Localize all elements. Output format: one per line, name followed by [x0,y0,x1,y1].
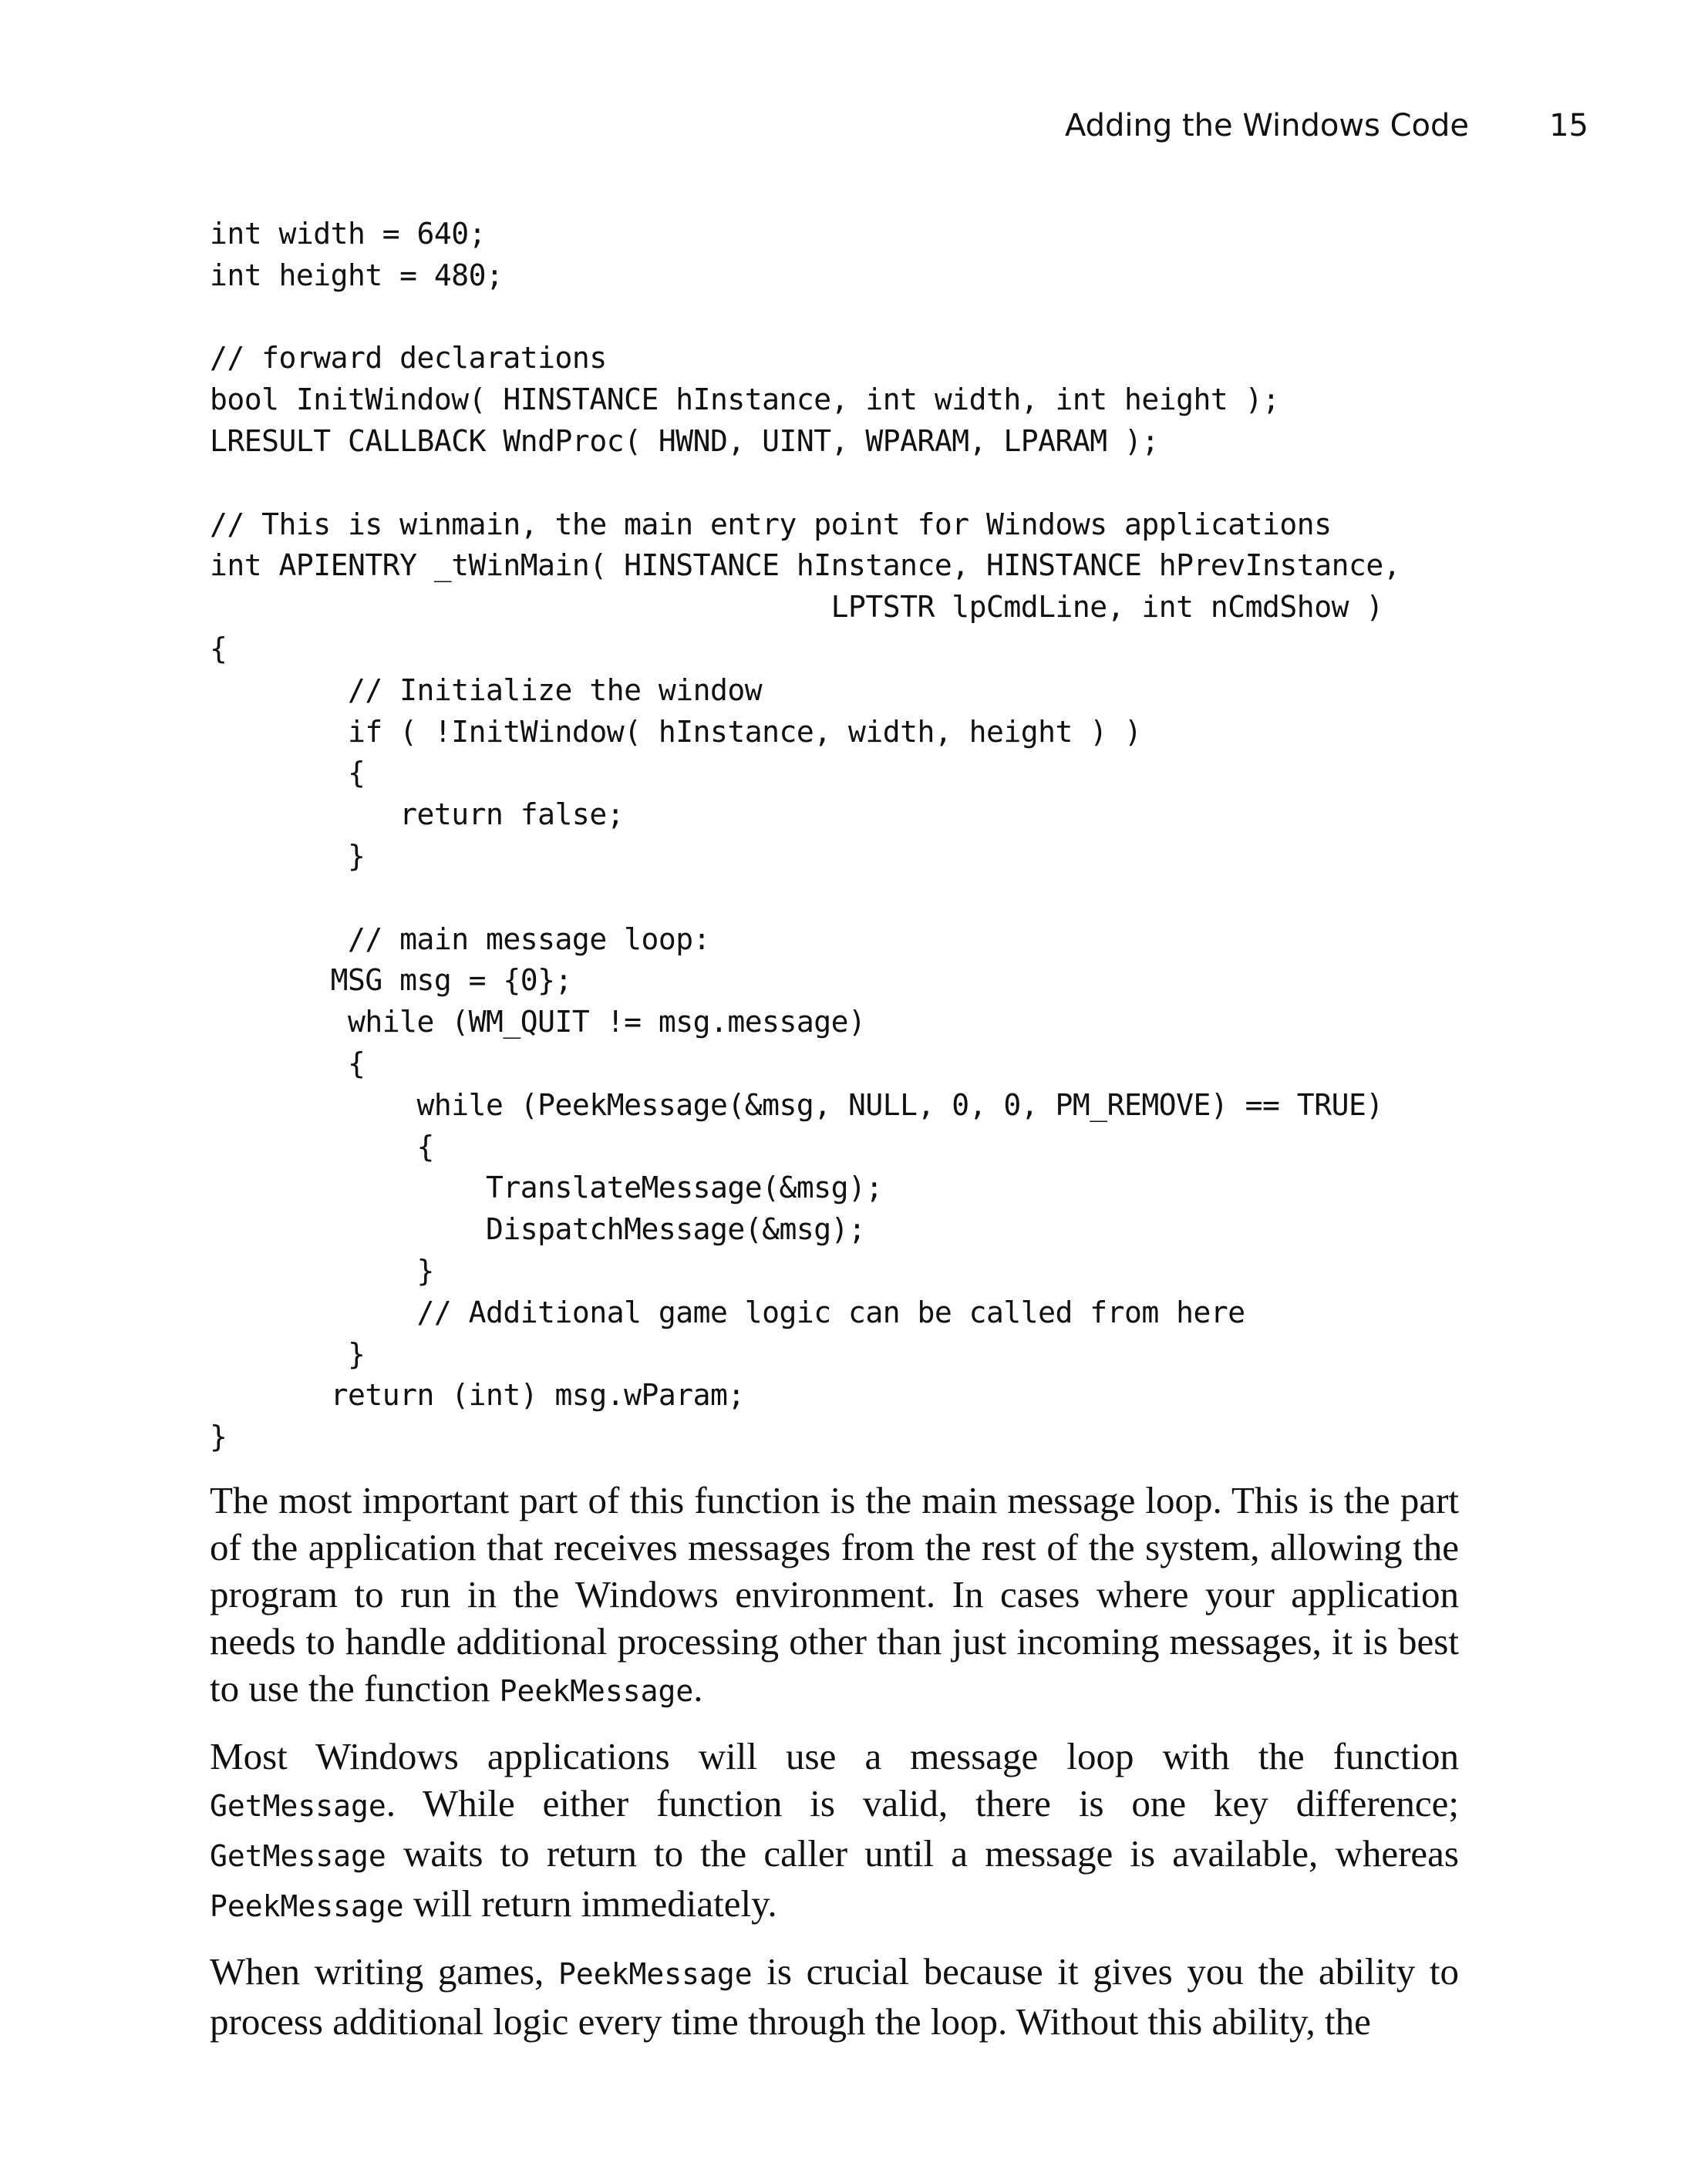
code-line: // main message loop: [210,921,710,956]
code-line: // This is winmain, the main entry point for Windows applications [210,507,1332,541]
code-line: return false; [210,797,625,832]
code-line: { [210,1129,434,1164]
code-line: LPTSTR lpCmdLine, int nCmdShow ) [210,590,1383,625]
code-line: { [210,631,227,665]
chapter-section-title: Adding the Windows Code [1064,108,1469,143]
paragraph [210,1733,1459,1930]
code-line: } [210,838,366,873]
code-line: // Additional game logic can be called from here [210,1295,1245,1329]
page-number: 15 [1549,108,1588,143]
code-line: if ( !InitWindow( hInstance, width, height ) ) [210,714,1142,749]
paragraph-text: . [693,1667,703,1710]
paragraph-text: will return immediately. [403,1882,777,1925]
paragraph-text: Most Windows applications will use a message loop with the function [210,1735,1459,1777]
inline-code: GetMessage [210,1839,386,1873]
paragraph-text: waits to return to the caller until a message is available, whereas [386,1832,1459,1875]
code-line: // Initialize the window [210,672,763,707]
code-line: MSG msg = {0}; [210,963,572,998]
code-line: } [210,1253,434,1288]
code-line: DispatchMessage(&msg); [210,1212,866,1247]
inline-code: PeekMessage [210,1889,404,1923]
code-line: int width = 640; [210,217,487,251]
paragraph-text: is crucial because it gives you the ability to process additional logic every time through the loop. Without this ability, the [210,1950,1459,2043]
code-line: while (PeekMessage(&msg, NULL, 0, 0, PM_REMOVE) == TRUE) [210,1087,1383,1122]
code-line: bool InitWindow( HINSTANCE hInstance, int width, int height ); [210,382,1280,417]
inline-code: GetMessage [210,1789,386,1823]
code-line: // forward declarations [210,341,607,376]
paragraph-text: . While either function is valid, there is one key difference; [386,1782,1459,1824]
inline-code: PeekMessage [558,1957,753,1991]
inline-code: PeekMessage [499,1674,694,1708]
code-line: LRESULT CALLBACK WndProc( HWND, UINT, WPARAM, LPARAM ); [210,423,1159,458]
paragraph [210,1477,1459,1715]
code-listing [210,214,1582,1458]
code-line: while (WM_QUIT != msg.message) [210,1005,866,1039]
code-line: } [210,1336,366,1371]
running-head [1002,108,1588,154]
code-line: TranslateMessage(&msg); [210,1171,883,1205]
code-line: return (int) msg.wParam; [210,1378,745,1413]
paragraph [210,1948,1459,2045]
code-line: int APIENTRY _tWinMain( HINSTANCE hInstance, HINSTANCE hPrevInstance, [210,548,1401,583]
body-text [210,1477,1459,2063]
code-line [210,297,1582,339]
code-line [210,878,1582,919]
code-line: { [210,1046,366,1080]
code-line: int height = 480; [210,258,504,292]
code-line: { [210,756,366,790]
paragraph-text: When writing games, [210,1950,558,1993]
code-line: } [210,1420,227,1454]
paragraph-text: The most important part of this function is the main message loop. This is the part of the application that receives messages from the rest of the system, allowing the program to run in the Windows environment. In cases where your application needs to handle additional processing other than just incoming messages, it is best to use the function [210,1479,1459,1710]
code-line [210,463,1582,504]
